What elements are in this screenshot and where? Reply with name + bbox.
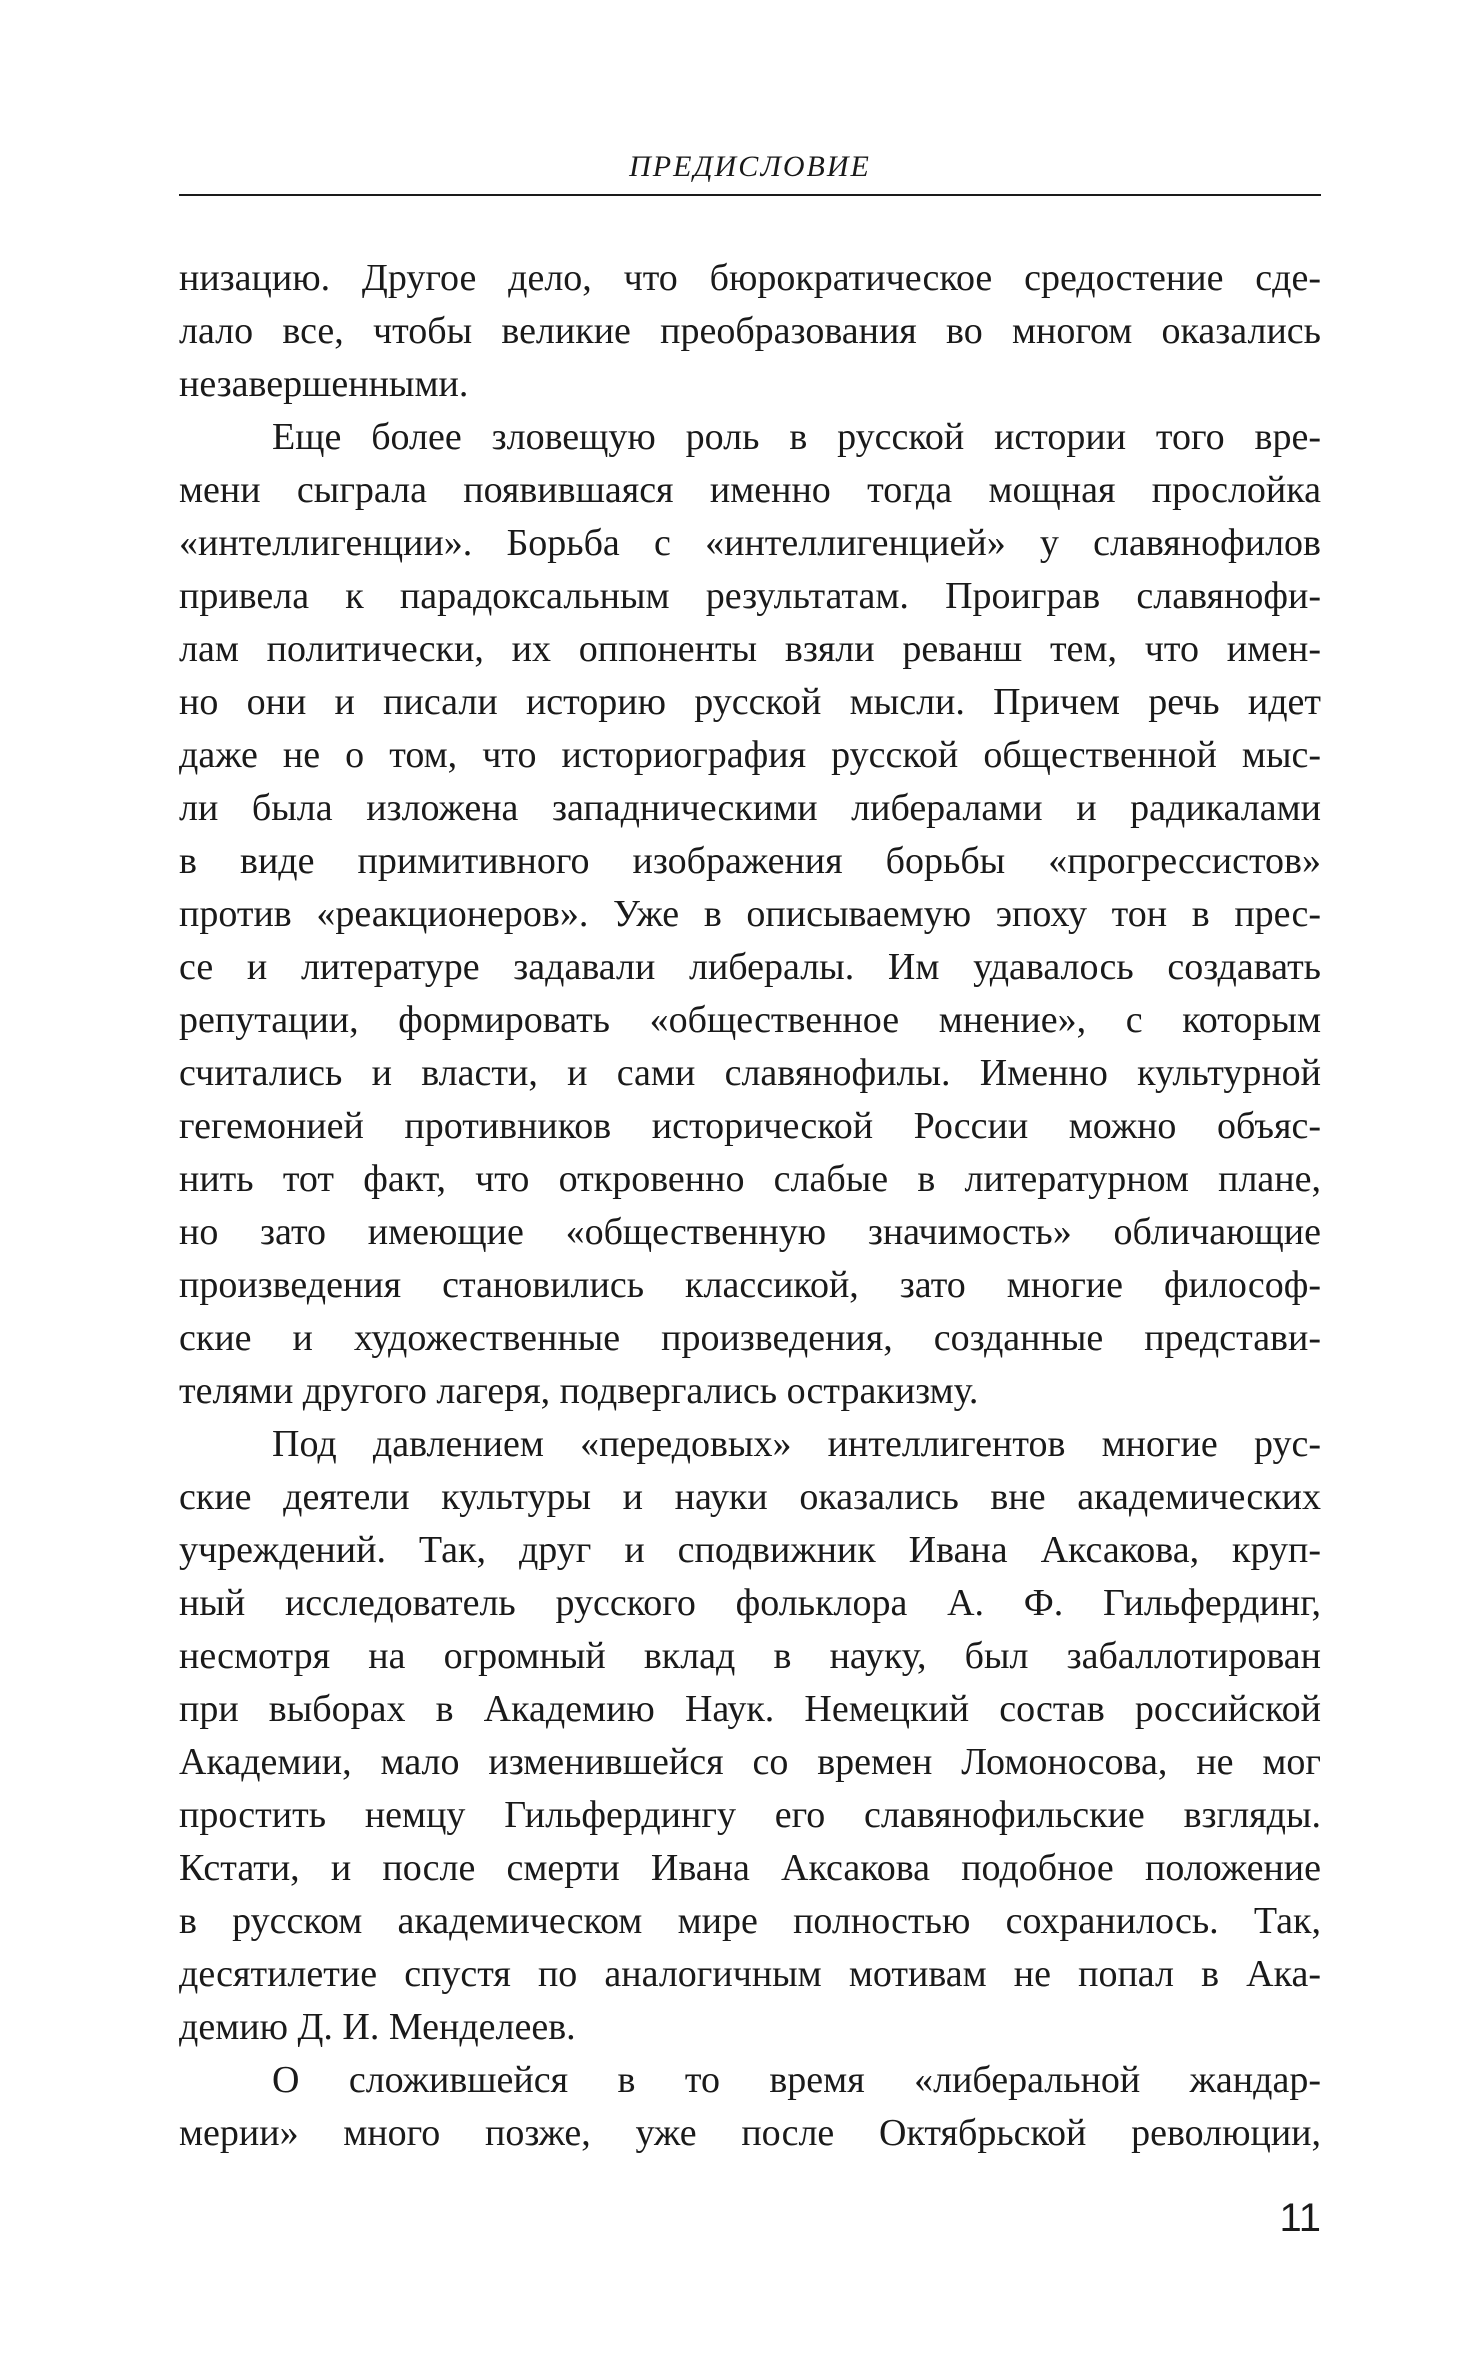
- text-line: в русском академическом мире полностью сохранилось. Так,: [179, 1900, 1321, 1942]
- text-line: даже не о том, что историография русской общественной мыс-: [179, 734, 1321, 776]
- text-line: демию Д. И. Менделеев.: [179, 2006, 576, 2048]
- text-line: ские деятели культуры и науки оказались вне академических: [179, 1476, 1321, 1518]
- text-line: привела к парадоксальным результатам. Проиграв славянофи-: [179, 575, 1321, 617]
- text-line: простить немцу Гильфердингу его славянофильские взгляды.: [179, 1794, 1321, 1836]
- text-line: против «реакционеров». Уже в описываемую эпоху тон в прес-: [179, 893, 1321, 935]
- text-line: незавершенными.: [179, 363, 469, 405]
- text-line: произведения становились классикой, зато многие философ-: [179, 1264, 1321, 1306]
- text-line: ный исследователь русского фольклора А. Ф. Гильфердинг,: [179, 1582, 1321, 1624]
- text-line: телями другого лагеря, подвергались остракизму.: [179, 1370, 979, 1412]
- header-rule: [179, 194, 1321, 196]
- text-line: Кстати, и после смерти Ивана Аксакова подобное положение: [179, 1847, 1321, 1889]
- text-line: ские и художественные произведения, созданные представи-: [179, 1317, 1321, 1359]
- text-line: се и литературе задавали либералы. Им удавалось создавать: [179, 946, 1321, 988]
- text-line: Еще более зловещую роль в русской истории того вре-: [272, 416, 1321, 458]
- text-line: низацию. Другое дело, что бюрократическое средостение сде-: [179, 257, 1321, 299]
- text-line: О сложившейся в то время «либеральной жандар-: [272, 2059, 1321, 2101]
- text-line: учреждений. Так, друг и сподвижник Ивана Аксакова, круп-: [179, 1529, 1321, 1571]
- text-line: ли была изложена западническими либералами и радикалами: [179, 787, 1321, 829]
- text-line: лам политически, их оппоненты взяли реванш тем, что имен-: [179, 628, 1321, 670]
- text-line: мени сыграла появившаяся именно тогда мощная прослойка: [179, 469, 1321, 511]
- text-line: нить тот факт, что откровенно слабые в литературном плане,: [179, 1158, 1321, 1200]
- body-text: [179, 252, 1321, 2160]
- page-number: 11: [1279, 2196, 1321, 2240]
- text-line: мерии» много позже, уже после Октябрьской революции,: [179, 2112, 1321, 2154]
- text-line: в виде примитивного изображения борьбы «прогрессистов»: [179, 840, 1321, 882]
- text-line: но они и писали историю русской мысли. Причем речь идет: [179, 681, 1321, 723]
- text-line: десятилетие спустя по аналогичным мотивам не попал в Ака-: [179, 1953, 1321, 1995]
- text-line: при выборах в Академию Наук. Немецкий состав российской: [179, 1688, 1321, 1730]
- text-line: Под давлением «передовых» интеллигентов многие рус-: [272, 1423, 1321, 1465]
- text-line: считались и власти, и сами славянофилы. Именно культурной: [179, 1052, 1321, 1094]
- running-head: ПРЕДИСЛОВИЕ: [629, 150, 871, 183]
- text-line: Академии, мало изменившейся со времен Ломоносова, не мог: [179, 1741, 1321, 1783]
- text-line: несмотря на огромный вклад в науку, был забаллотирован: [179, 1635, 1321, 1677]
- text-line: гегемонией противников исторической России можно объяс-: [179, 1105, 1321, 1147]
- text-line: лало все, чтобы великие преобразования во многом оказались: [179, 310, 1321, 352]
- text-line: «интеллигенции». Борьба с «интеллигенцией» у славянофилов: [179, 522, 1321, 564]
- text-line: репутации, формировать «общественное мнение», с которым: [179, 999, 1321, 1041]
- text-line: но зато имеющие «общественную значимость» обличающие: [179, 1211, 1321, 1253]
